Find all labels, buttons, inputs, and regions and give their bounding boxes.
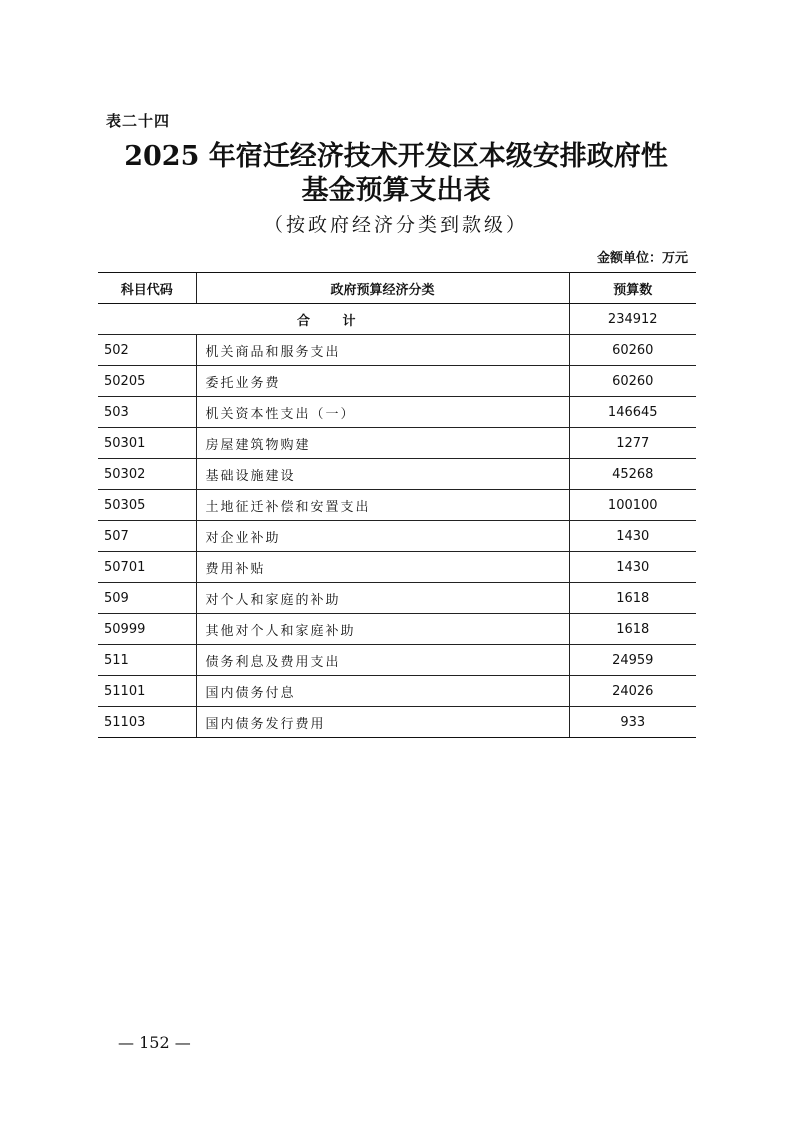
row-code: 50999 bbox=[98, 614, 196, 645]
document-title-line-1: 2025 年宿迁经济技术开发区本级安排政府性 bbox=[124, 141, 668, 172]
row-code: 51101 bbox=[98, 676, 196, 707]
budget-table bbox=[98, 272, 696, 738]
document-title-line-2: 基金预算支出表 bbox=[301, 175, 491, 206]
row-code: 511 bbox=[98, 645, 196, 676]
row-amount: 24959 bbox=[569, 645, 696, 676]
row-classification: 委托业务费 bbox=[196, 366, 569, 397]
table-row bbox=[98, 366, 696, 397]
row-classification: 土地征迁补偿和安置支出 bbox=[196, 490, 569, 521]
row-classification: 对个人和家庭的补助 bbox=[196, 583, 569, 614]
row-code: 50301 bbox=[98, 428, 196, 459]
row-amount: 45268 bbox=[569, 459, 696, 490]
row-classification: 费用补贴 bbox=[196, 552, 569, 583]
total-row bbox=[98, 304, 696, 335]
row-code: 50205 bbox=[98, 366, 196, 397]
row-code: 509 bbox=[98, 583, 196, 614]
row-amount: 933 bbox=[569, 707, 696, 738]
column-header-classification: 政府预算经济分类 bbox=[196, 273, 569, 304]
row-amount: 60260 bbox=[569, 366, 696, 397]
row-classification: 国内债务发行费用 bbox=[196, 707, 569, 738]
amount-unit-note: 金额单位：万元 bbox=[596, 251, 688, 266]
table-row bbox=[98, 335, 696, 366]
row-classification: 债务利息及费用支出 bbox=[196, 645, 569, 676]
table-row bbox=[98, 490, 696, 521]
row-code: 50305 bbox=[98, 490, 196, 521]
row-amount: 100100 bbox=[569, 490, 696, 521]
table-row bbox=[98, 614, 696, 645]
total-amount: 234912 bbox=[569, 304, 696, 335]
row-amount: 24026 bbox=[569, 676, 696, 707]
row-amount: 1618 bbox=[569, 583, 696, 614]
row-code: 502 bbox=[98, 335, 196, 366]
page-number: — 152 — bbox=[118, 1033, 191, 1052]
row-classification: 机关资本性支出（一） bbox=[196, 397, 569, 428]
row-classification: 房屋建筑物购建 bbox=[196, 428, 569, 459]
row-amount: 146645 bbox=[569, 397, 696, 428]
row-classification: 国内债务付息 bbox=[196, 676, 569, 707]
row-amount: 1618 bbox=[569, 614, 696, 645]
row-code: 51103 bbox=[98, 707, 196, 738]
row-classification: 对企业补助 bbox=[196, 521, 569, 552]
row-code: 507 bbox=[98, 521, 196, 552]
row-amount: 1277 bbox=[569, 428, 696, 459]
table-row bbox=[98, 645, 696, 676]
row-amount: 1430 bbox=[569, 521, 696, 552]
column-header-amount: 预算数 bbox=[569, 273, 696, 304]
table-number-label: 表二十四 bbox=[106, 112, 171, 130]
table-row bbox=[98, 707, 696, 738]
table-row bbox=[98, 552, 696, 583]
row-code: 50302 bbox=[98, 459, 196, 490]
document-subtitle: （按政府经济分类到款级） bbox=[263, 214, 528, 236]
row-classification: 其他对个人和家庭补助 bbox=[196, 614, 569, 645]
table-row bbox=[98, 397, 696, 428]
row-classification: 基础设施建设 bbox=[196, 459, 569, 490]
table-row bbox=[98, 676, 696, 707]
table-header-row bbox=[98, 273, 696, 304]
row-code: 50701 bbox=[98, 552, 196, 583]
row-classification: 机关商品和服务支出 bbox=[196, 335, 569, 366]
row-amount: 60260 bbox=[569, 335, 696, 366]
table-row bbox=[98, 521, 696, 552]
column-header-code: 科目代码 bbox=[98, 273, 196, 304]
table-row bbox=[98, 459, 696, 490]
table-row bbox=[98, 428, 696, 459]
table-row bbox=[98, 583, 696, 614]
row-code: 503 bbox=[98, 397, 196, 428]
row-amount: 1430 bbox=[569, 552, 696, 583]
total-label: 合 计 bbox=[98, 304, 569, 335]
